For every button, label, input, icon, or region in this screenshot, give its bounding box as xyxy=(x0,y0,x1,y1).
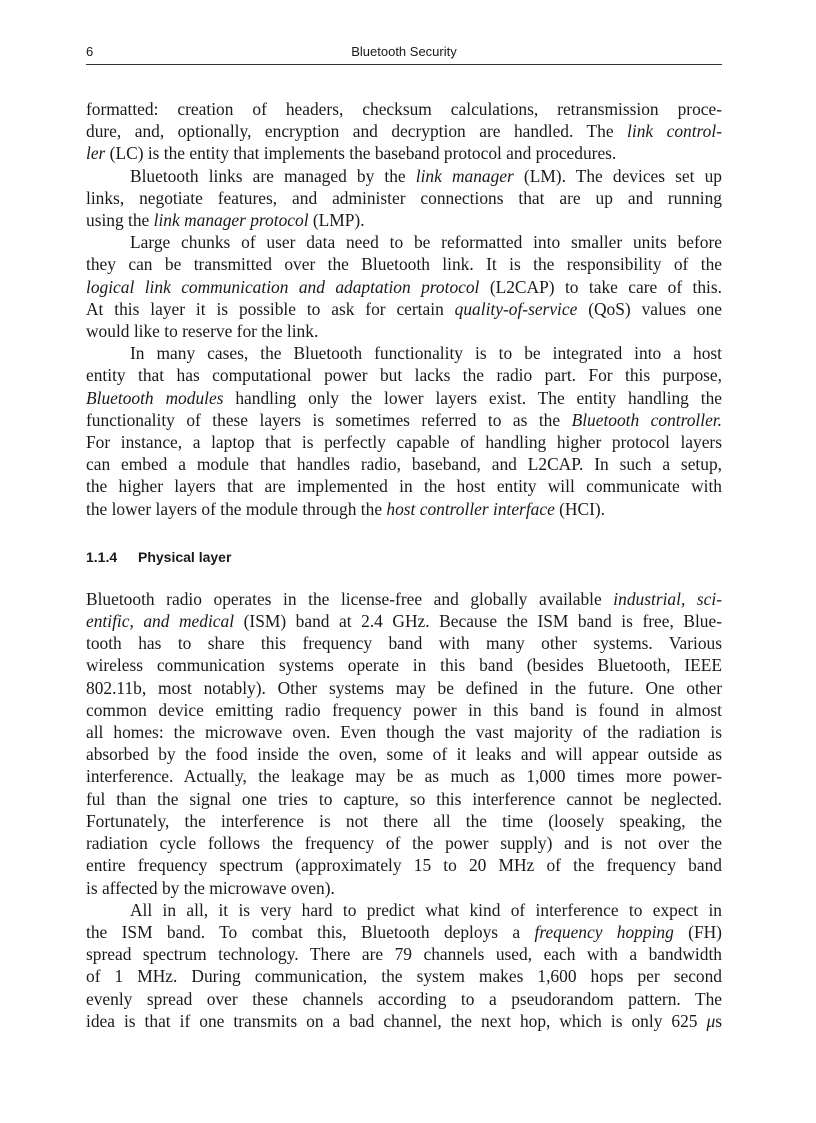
body-text xyxy=(86,98,722,1032)
text-line: absorbed by the food inside the oven, some of it leaks and will appear outside as xyxy=(86,744,722,765)
term-link-controller: link control- xyxy=(627,121,722,142)
term-qos: quality-of-service xyxy=(454,298,578,319)
text-line: ler (LC) is the entity that implements the baseband protocol and procedures. xyxy=(86,143,617,164)
text-line: can embed a module that handles radio, baseband, and L2CAP. In such a setup, xyxy=(86,454,722,475)
page-header xyxy=(86,42,722,65)
text-line: all homes: the microwave oven. Even though the vast majority of the radiation is xyxy=(86,722,722,743)
text-line: radiation cycle follows the frequency of the power supply) and is not over the xyxy=(86,833,722,854)
term-bluetooth-modules: Bluetooth modules xyxy=(86,387,224,408)
text-line: entific, and medical (ISM) band at 2.4 GHz. Because the ISM band is free, Blue- xyxy=(86,611,723,632)
term-hci: host controller interface xyxy=(386,498,555,519)
text-line: evenly spread over these channels according to a pseudorandom pattern. The xyxy=(86,988,722,1009)
text-line: functionality of these layers is sometimes referred to as the Bluetooth controller. xyxy=(86,409,722,430)
term-link-manager: link manager xyxy=(415,165,514,186)
term-ism-cont: entific, and medical xyxy=(86,611,235,632)
term-lmp: link manager protocol xyxy=(153,210,309,231)
term-l2cap: logical link communication and adaptation protocol xyxy=(86,276,480,297)
text-line: interference. Actually, the leakage may be as much as 1,000 times more power- xyxy=(86,766,722,787)
text-line: is affected by the microwave oven). xyxy=(86,877,335,898)
text-line: the lower layers of the module through the host controller interface (HCI). xyxy=(86,498,606,519)
text-line: All in all, it is very hard to predict what kind of interference to expect in xyxy=(130,899,722,920)
text-line: tooth has to share this frequency band with many other systems. Various xyxy=(86,633,722,654)
term-ism: industrial, sci- xyxy=(613,588,722,609)
term-link-controller-cont: ler xyxy=(86,143,106,164)
section-number: 1.1.4 xyxy=(86,548,118,565)
text-line: wireless communication systems operate in this band (besides Bluetooth, IEEE xyxy=(86,655,722,676)
text-line: links, negotiate features, and administer connections that are up and running xyxy=(86,187,722,208)
text-line: logical link communication and adaptation protocol (L2CAP) to take care of this. xyxy=(86,276,723,297)
unit-micro: μ xyxy=(706,1010,716,1031)
paragraph-frequency-hopping xyxy=(86,899,722,1032)
page-number: 6 xyxy=(86,44,94,59)
paragraph-hci xyxy=(86,342,722,520)
text-line: spread spectrum technology. There are 79 channels used, each with a bandwidth xyxy=(86,944,722,965)
text-line: common device emitting radio frequency power in this band is found in almost xyxy=(86,699,722,720)
text-line: formatted: creation of headers, checksum calculations, retransmission proce- xyxy=(86,99,722,119)
text-line: dure, and, optionally, encryption and decryption are handled. The link control- xyxy=(86,121,722,142)
text-line: entire frequency spectrum (approximately 15 to 20 MHz of the frequency band xyxy=(86,855,722,876)
text-line: would like to reserve for the link. xyxy=(86,321,319,342)
paragraph-link-manager xyxy=(86,165,722,232)
paragraph-ism-band xyxy=(86,588,722,899)
term-frequency-hopping: frequency hopping xyxy=(534,921,674,942)
text-line: the higher layers that are implemented in the host entity will communicate with xyxy=(86,476,722,497)
text-line: Fortunately, the interference is not there all the time (loosely speaking, the xyxy=(86,810,722,831)
text-line: Bluetooth radio operates in the license-free and globally available industrial, sci- xyxy=(86,588,722,609)
section-heading xyxy=(86,547,722,567)
text-line: In many cases, the Bluetooth functionality is to be integrated into a host xyxy=(130,343,722,364)
text-line: ful than the signal one tries to capture, so this interference cannot be neglected. xyxy=(86,788,722,809)
text-line: they can be transmitted over the Bluetooth link. It is the responsibility of the xyxy=(86,254,722,275)
text-line: the ISM band. To combat this, Bluetooth deploys a frequency hopping (FH) xyxy=(86,921,722,942)
text-line: 802.11b, most notably). Other systems may be defined in the future. One other xyxy=(86,677,722,698)
text-line: At this layer it is possible to ask for certain quality-of-service (QoS) values one xyxy=(86,298,723,319)
text-line: For instance, a laptop that is perfectly capable of handling higher protocol layers xyxy=(86,432,722,453)
running-title: Bluetooth Security xyxy=(351,44,457,59)
paragraph-baseband xyxy=(86,98,722,165)
text-line: Bluetooth modules handling only the lower layers exist. The entity handling the xyxy=(86,387,722,408)
text-line: Bluetooth links are managed by the link manager (LM). The devices set up xyxy=(130,165,722,186)
text-line: entity that has computational power but lacks the radio part. For this purpose, xyxy=(86,365,722,386)
text-line: idea is that if one transmits on a bad channel, the next hop, which is only 625 μs xyxy=(86,1010,722,1031)
term-bluetooth-controller: Bluetooth controller. xyxy=(571,409,722,430)
text-line: Large chunks of user data need to be reformatted into smaller units before xyxy=(130,232,722,253)
text-line: using the link manager protocol (LMP). xyxy=(86,210,365,231)
section-title: Physical layer xyxy=(138,548,232,565)
paragraph-l2cap xyxy=(86,231,722,342)
text-line: of 1 MHz. During communication, the system makes 1,600 hops per second xyxy=(86,966,722,987)
